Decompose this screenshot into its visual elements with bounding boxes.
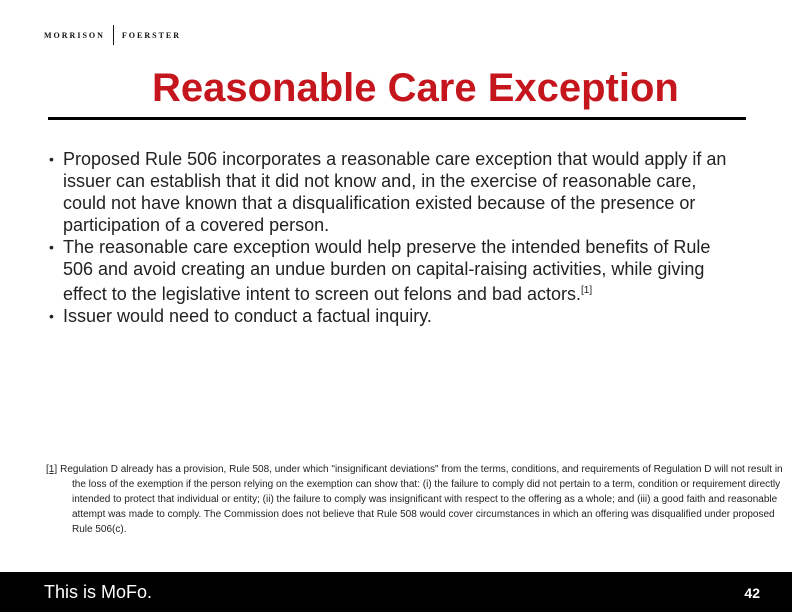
logo [44, 24, 181, 46]
bullet-dot-icon: • [49, 239, 54, 255]
logo-right-text: FOERSTER [121, 30, 182, 40]
bullet-dot-icon: • [49, 151, 54, 167]
bullet-item [47, 305, 737, 327]
footnote-marker[interactable]: [1] [46, 464, 58, 475]
footer-tagline: This is MoFo. [44, 582, 153, 602]
logo-left-text: MORRISON [44, 30, 105, 40]
bullet-item [47, 148, 737, 236]
bullet-text: Proposed Rule 506 incorporates a reasonable care exception that would apply if an issuer can establish that it did not know and, in the exercise of reasonable care, could not have known that a disqualification existed because of the presence or participation of a covered person. [63, 149, 727, 235]
bullet-text: Issuer would need to conduct a factual inquiry. [63, 306, 432, 326]
page-number: 42 [744, 585, 760, 601]
bullet-text: The reasonable care exception would help preserve the intended benefits of Rule 506 and avoid creating an undue burden on capital-raising activities, while giving effect to the legislative intent to screen out felons and bad actors. [63, 237, 711, 304]
footnote [46, 462, 788, 537]
footnote-reference: [1] [581, 285, 593, 296]
bullet-item [47, 236, 737, 305]
title-underline [48, 117, 746, 120]
bullet-dot-icon: • [49, 308, 54, 324]
footnote-text: Regulation D already has a provision, Rule 508, under which "insignificant deviations" from the terms, conditions, and requirements of Regulation D will not result in the loss of the exemption if the person relying on the exemption can show that: (i) the failure to comply did not pertain to a term, condition or requirement directly intended to protect that individual or entity; (ii) the failure to comply was insignificant with respect to the offering as a whole; and (iii) a good faith and reasonable attempt was made to comply. The Commission does not believe that Rule 508 would cover circumstances in which an offering was disqualified under proposed Rule 506(c). [60, 464, 783, 535]
bullet-list [47, 148, 737, 327]
slide-title: Reasonable Care Exception [152, 66, 679, 110]
logo-divider [113, 25, 114, 45]
footer-bar [0, 572, 792, 612]
